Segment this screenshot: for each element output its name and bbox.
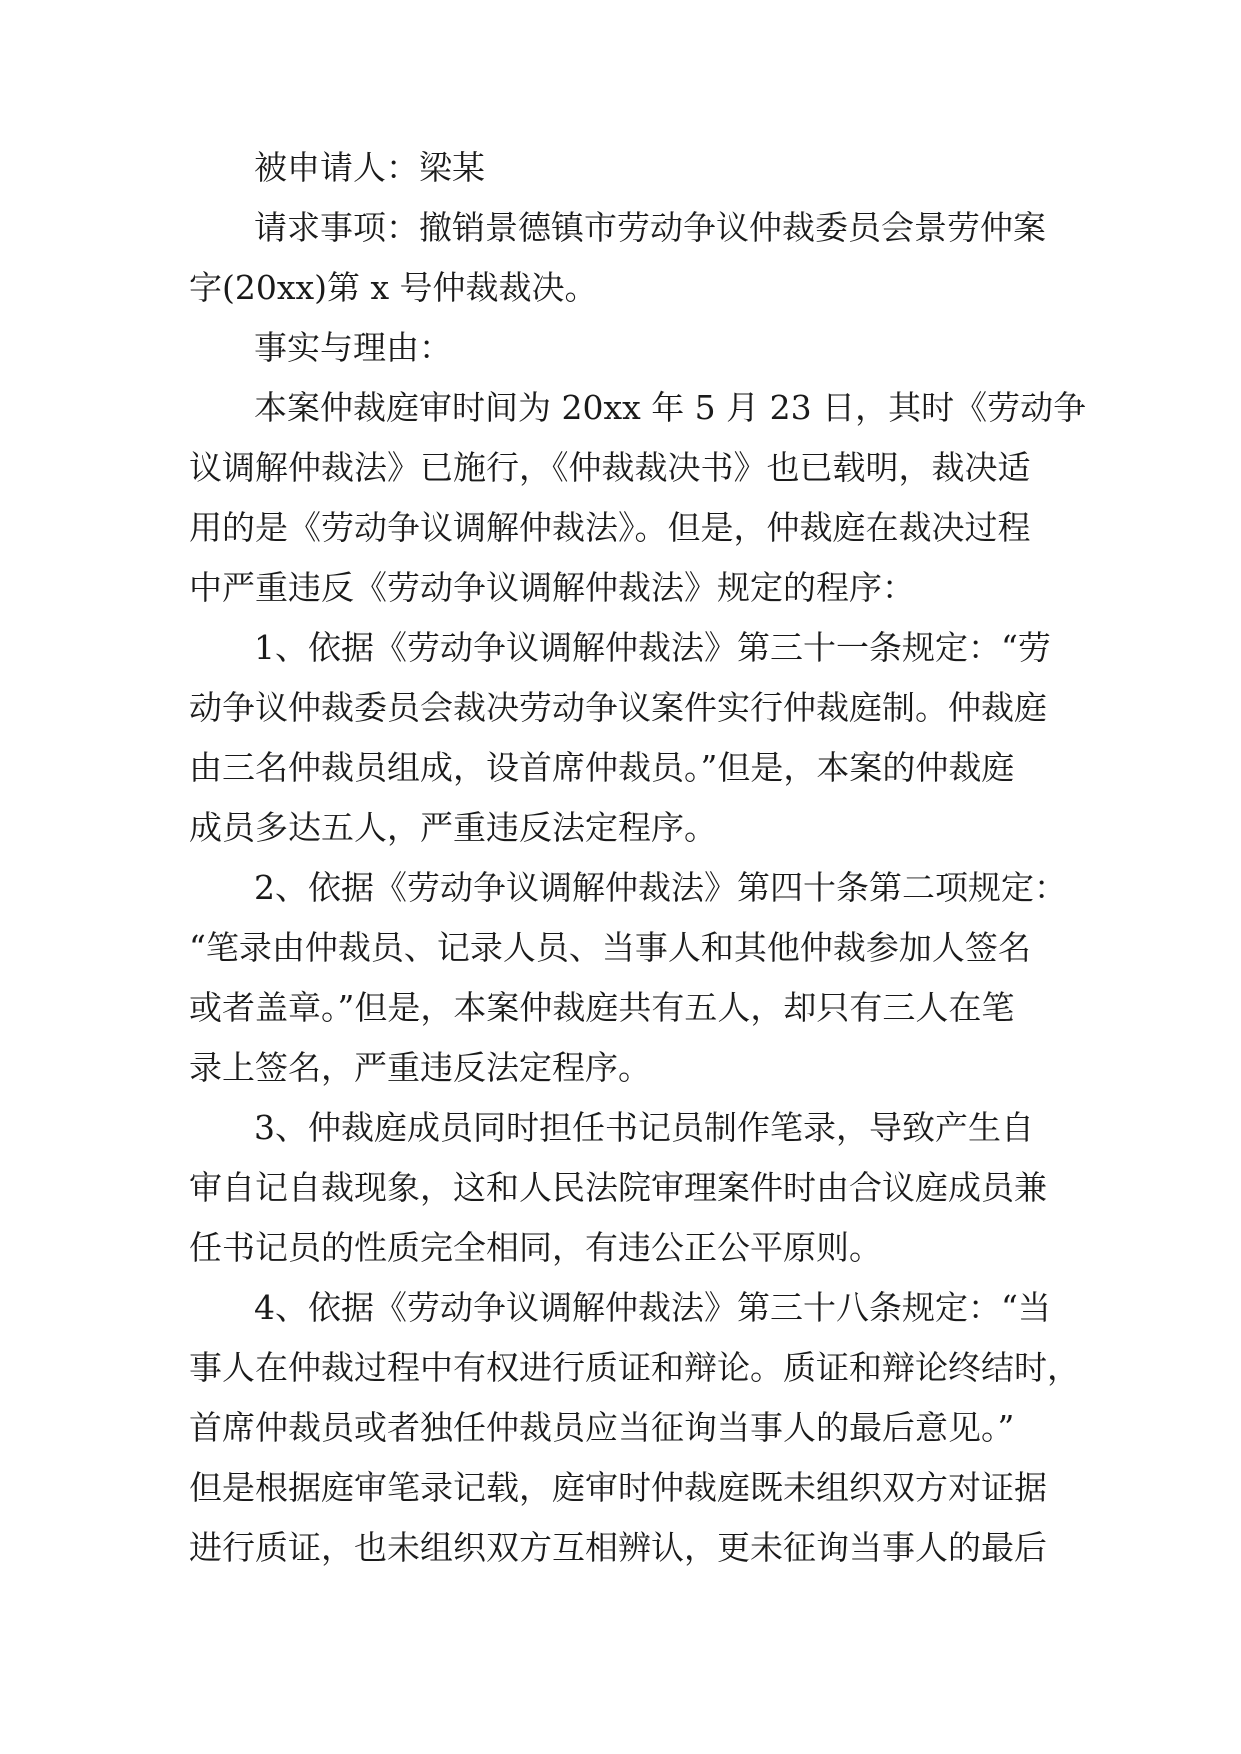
paragraph-line: 议调解仲裁法》已施行，《仲裁裁决书》也已载明，裁决适 bbox=[189, 448, 1031, 487]
item-3-line: 任书记员的性质完全相同，有违公正公平原则。 bbox=[189, 1228, 882, 1267]
item-1-line: 成员多达五人，严重违反法定程序。 bbox=[189, 808, 717, 847]
item-3-line: 审自记自裁现象，这和人民法院审理案件时由合议庭成员兼 bbox=[189, 1168, 1047, 1207]
item-2-line: 2、依据《劳动争议调解仲裁法》第四十条第二项规定： bbox=[254, 868, 1067, 907]
facts-heading: 事实与理由： bbox=[254, 328, 452, 367]
item-2-line: 录上签名，严重违反法定程序。 bbox=[189, 1048, 651, 1087]
item-2-line: “笔录由仲裁员、记录人员、当事人和其他仲裁参加人签名 bbox=[189, 928, 1031, 967]
item-2-line: 或者盖章。”但是，本案仲裁庭共有五人，却只有三人在笔 bbox=[189, 988, 1015, 1027]
respondent-line: 被申请人：梁某 bbox=[254, 148, 485, 187]
item-3-line: 3、仲裁庭成员同时担任书记员制作笔录，导致产生自 bbox=[254, 1108, 1034, 1147]
item-1-line: 1、依据《劳动争议调解仲裁法》第三十一条规定：“劳 bbox=[254, 628, 1051, 667]
request-line-1: 请求事项：撤销景德镇市劳动争议仲裁委员会景劳仲案 bbox=[254, 208, 1046, 247]
item-1-line: 动争议仲裁委员会裁决劳动争议案件实行仲裁庭制。仲裁庭 bbox=[189, 688, 1047, 727]
paragraph-line: 中严重违反《劳动争议调解仲裁法》规定的程序： bbox=[189, 568, 915, 607]
paragraph-line: 本案仲裁庭审时间为 20xx 年 5 月 23 日，其时《劳动争 bbox=[254, 388, 1087, 427]
item-4-line: 首席仲裁员或者独任仲裁员应当征询当事人的最后意见。” bbox=[189, 1408, 1015, 1447]
paragraph-line: 用的是《劳动争议调解仲裁法》。但是，仲裁庭在裁决过程 bbox=[189, 508, 1031, 547]
item-4-line: 4、依据《劳动争议调解仲裁法》第三十八条规定：“当 bbox=[254, 1288, 1051, 1327]
item-1-line: 由三名仲裁员组成，设首席仲裁员。”但是，本案的仲裁庭 bbox=[189, 748, 1015, 787]
item-4-line: 但是根据庭审笔录记载，庭审时仲裁庭既未组织双方对证据 bbox=[189, 1468, 1047, 1507]
item-4-line: 事人在仲裁过程中有权进行质证和辩论。质证和辩论终结时， bbox=[189, 1348, 1080, 1387]
item-4-line: 进行质证，也未组织双方互相辨认，更未征询当事人的最后 bbox=[189, 1528, 1047, 1567]
request-line-2: 字(20xx)第 x 号仲裁裁决。 bbox=[189, 268, 598, 307]
